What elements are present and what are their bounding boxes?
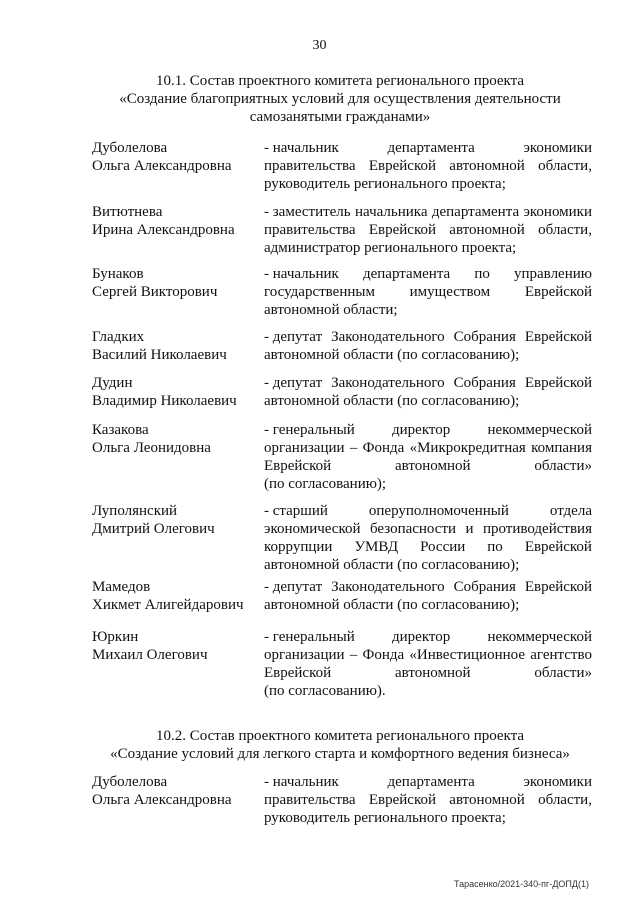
role-line bbox=[264, 502, 592, 520]
role-word: - старший bbox=[264, 503, 328, 519]
role-line bbox=[264, 457, 592, 475]
role-word: автономной области; bbox=[264, 302, 398, 318]
role-word: – bbox=[349, 647, 358, 663]
member-surname: Витютнева bbox=[92, 204, 163, 220]
role-line bbox=[264, 682, 592, 700]
role-line bbox=[264, 520, 592, 538]
role-word: области» bbox=[534, 458, 592, 474]
role-word: автономной bbox=[394, 665, 471, 681]
role-word: оперуполномоченный bbox=[368, 503, 509, 519]
member-surname: Мамедов bbox=[92, 579, 151, 595]
role-word: области, bbox=[538, 158, 592, 174]
role-word: (по согласованию). bbox=[264, 683, 386, 699]
role-line bbox=[264, 596, 592, 614]
member-role bbox=[264, 628, 592, 700]
role-word: Законодательного bbox=[331, 579, 445, 595]
role-word: автономной области (по согласованию); bbox=[264, 557, 520, 573]
role-word: по bbox=[487, 539, 503, 555]
role-word: - депутат bbox=[264, 375, 323, 391]
role-line bbox=[264, 139, 592, 157]
member-role bbox=[264, 374, 592, 410]
role-word: экономической bbox=[264, 521, 361, 537]
role-line bbox=[264, 646, 592, 664]
role-line bbox=[264, 556, 592, 574]
role-word: Еврейской bbox=[524, 284, 592, 300]
member-name bbox=[92, 203, 262, 239]
section-title bbox=[60, 72, 620, 126]
section-title-line: «Создание благоприятных условий для осуществления деятельности bbox=[119, 91, 561, 107]
role-word: компания bbox=[531, 440, 592, 456]
member-name bbox=[92, 421, 262, 457]
member-name bbox=[92, 139, 262, 175]
role-word: (по согласованию); bbox=[264, 476, 387, 492]
role-word: департамента bbox=[362, 266, 451, 282]
role-word: Еврейской bbox=[524, 539, 592, 555]
section-title-line: 10.1. Состав проектного комитета регионального проекта bbox=[155, 73, 525, 89]
member-name bbox=[92, 502, 262, 538]
role-word: Еврейской bbox=[524, 579, 592, 595]
member-role bbox=[264, 578, 592, 614]
role-word: коррупции bbox=[264, 539, 333, 555]
role-word: организации bbox=[264, 647, 345, 663]
role-word: УМВД bbox=[354, 539, 399, 555]
role-word: некоммерческой bbox=[487, 629, 592, 645]
role-word: автономной области (по согласованию); bbox=[264, 347, 520, 363]
role-line bbox=[264, 203, 592, 221]
role-line bbox=[264, 157, 592, 175]
member-given-names: Хикмет Алигейдарович bbox=[92, 597, 244, 613]
role-word: Еврейской bbox=[264, 665, 332, 681]
role-word: автономной области (по согласованию); bbox=[264, 597, 520, 613]
role-word: департамента bbox=[431, 204, 520, 220]
member-given-names: Ольга Александровна bbox=[92, 158, 232, 174]
role-word: Еврейской bbox=[368, 792, 437, 808]
document-footer-code: Тарасенко/2021-340-пг-ДОПД(1) bbox=[454, 879, 589, 889]
section-title-line: «Создание условий для легкого старта и комфортного ведения бизнеса» bbox=[110, 746, 570, 762]
member-surname: Дуболелова bbox=[92, 774, 168, 790]
role-word: - депутат bbox=[264, 329, 323, 345]
role-line bbox=[264, 239, 592, 257]
member-role bbox=[264, 328, 592, 364]
role-word: - депутат bbox=[264, 579, 323, 595]
role-word: автономной bbox=[449, 158, 525, 174]
role-word: Собрания bbox=[453, 329, 516, 345]
role-word: области, bbox=[538, 222, 592, 238]
role-line bbox=[264, 221, 592, 239]
member-surname: Луполянский bbox=[92, 503, 178, 519]
role-word: - заместитель bbox=[264, 204, 351, 220]
role-word: автономной области (по согласованию); bbox=[264, 393, 520, 409]
role-word: агентство bbox=[530, 647, 592, 663]
member-name bbox=[92, 628, 262, 664]
role-word: - генеральный bbox=[264, 422, 355, 438]
role-word: Законодательного bbox=[331, 329, 445, 345]
role-word: администратор регионального проекта; bbox=[264, 240, 517, 256]
role-word: автономной bbox=[449, 222, 525, 238]
role-word: экономики bbox=[523, 774, 592, 790]
role-line bbox=[264, 791, 592, 809]
member-role bbox=[264, 421, 592, 493]
section-title-line: 10.2. Состав проектного комитета регионального проекта bbox=[155, 728, 525, 744]
role-word: директор bbox=[392, 629, 451, 645]
role-word: руководитель регионального проекта; bbox=[264, 810, 506, 826]
role-word: России bbox=[420, 539, 466, 555]
role-line bbox=[264, 628, 592, 646]
role-word: некоммерческой bbox=[487, 422, 592, 438]
role-word: управлению bbox=[514, 266, 592, 282]
role-word: Фонда bbox=[362, 647, 405, 663]
member-surname: Бунаков bbox=[92, 266, 144, 282]
role-line bbox=[264, 328, 592, 346]
role-word: Еврейской bbox=[368, 222, 437, 238]
member-given-names: Ольга Леонидовна bbox=[92, 440, 211, 456]
role-word: «Микрокредитная bbox=[409, 440, 526, 456]
member-surname: Дудин bbox=[92, 375, 133, 391]
member-name bbox=[92, 374, 262, 410]
member-role bbox=[264, 773, 592, 827]
member-given-names: Михаил Олегович bbox=[92, 647, 208, 663]
member-role bbox=[264, 265, 592, 319]
member-surname: Дуболелова bbox=[92, 140, 168, 156]
role-word: «Инвестиционное bbox=[409, 647, 525, 663]
role-word: экономики bbox=[523, 140, 592, 156]
role-word: области» bbox=[534, 665, 592, 681]
role-line bbox=[264, 538, 592, 556]
role-word: Еврейской bbox=[264, 458, 332, 474]
role-word: автономной bbox=[449, 792, 525, 808]
section-title-line: самозанятыми гражданами» bbox=[249, 109, 431, 125]
member-role bbox=[264, 502, 592, 574]
member-surname: Гладких bbox=[92, 329, 145, 345]
member-given-names: Ирина Александровна bbox=[92, 222, 235, 238]
role-word: противодействия bbox=[482, 521, 592, 537]
role-word: - генеральный bbox=[264, 629, 355, 645]
role-word: Законодательного bbox=[331, 375, 445, 391]
role-word: – bbox=[349, 440, 358, 456]
role-word: директор bbox=[392, 422, 451, 438]
role-word: - начальник bbox=[264, 266, 339, 282]
member-given-names: Владимир Николаевич bbox=[92, 393, 237, 409]
section-title bbox=[60, 727, 620, 763]
role-line bbox=[264, 175, 592, 193]
role-word: автономной bbox=[394, 458, 471, 474]
role-line bbox=[264, 392, 592, 410]
member-given-names: Ольга Александровна bbox=[92, 792, 232, 808]
role-word: организации bbox=[264, 440, 345, 456]
role-word: правительства bbox=[264, 158, 356, 174]
role-word: отдела bbox=[549, 503, 592, 519]
role-word: - начальник bbox=[264, 140, 339, 156]
page-number: 30 bbox=[312, 38, 327, 53]
member-given-names: Сергей Викторович bbox=[92, 284, 218, 300]
role-line bbox=[264, 439, 592, 457]
role-word: руководитель регионального проекта; bbox=[264, 176, 506, 192]
member-name bbox=[92, 265, 262, 301]
role-line bbox=[264, 578, 592, 596]
role-word: государственным bbox=[264, 284, 375, 300]
member-surname: Юркин bbox=[92, 629, 139, 645]
member-name bbox=[92, 773, 262, 809]
role-line bbox=[264, 421, 592, 439]
role-word: правительства bbox=[264, 222, 356, 238]
role-word: Собрания bbox=[453, 375, 516, 391]
role-word: имуществом bbox=[409, 284, 491, 300]
role-word: - начальник bbox=[264, 774, 339, 790]
member-given-names: Василий Николаевич bbox=[92, 347, 227, 363]
role-line bbox=[264, 265, 592, 283]
role-word: Собрания bbox=[453, 579, 516, 595]
role-word: и bbox=[465, 521, 474, 537]
role-word: правительства bbox=[264, 792, 356, 808]
role-line bbox=[264, 809, 592, 827]
role-word: по bbox=[474, 266, 490, 282]
member-name bbox=[92, 328, 262, 364]
role-line bbox=[264, 346, 592, 364]
role-word: Еврейской bbox=[524, 329, 592, 345]
role-word: департамента bbox=[387, 774, 475, 790]
role-word: экономики bbox=[523, 204, 592, 220]
role-word: начальника bbox=[354, 204, 428, 220]
role-word: безопасности bbox=[369, 521, 457, 537]
member-role bbox=[264, 203, 592, 257]
role-word: Еврейской bbox=[368, 158, 437, 174]
role-line bbox=[264, 664, 592, 682]
role-word: Еврейской bbox=[524, 375, 592, 391]
member-role bbox=[264, 139, 592, 193]
role-line bbox=[264, 475, 592, 493]
role-line bbox=[264, 773, 592, 791]
role-line bbox=[264, 301, 592, 319]
member-given-names: Дмитрий Олегович bbox=[92, 521, 215, 537]
role-line bbox=[264, 283, 592, 301]
member-name bbox=[92, 578, 262, 614]
role-line bbox=[264, 374, 592, 392]
role-word: Фонда bbox=[362, 440, 405, 456]
role-word: департамента bbox=[387, 140, 475, 156]
member-surname: Казакова bbox=[92, 422, 149, 438]
role-word: области, bbox=[538, 792, 592, 808]
